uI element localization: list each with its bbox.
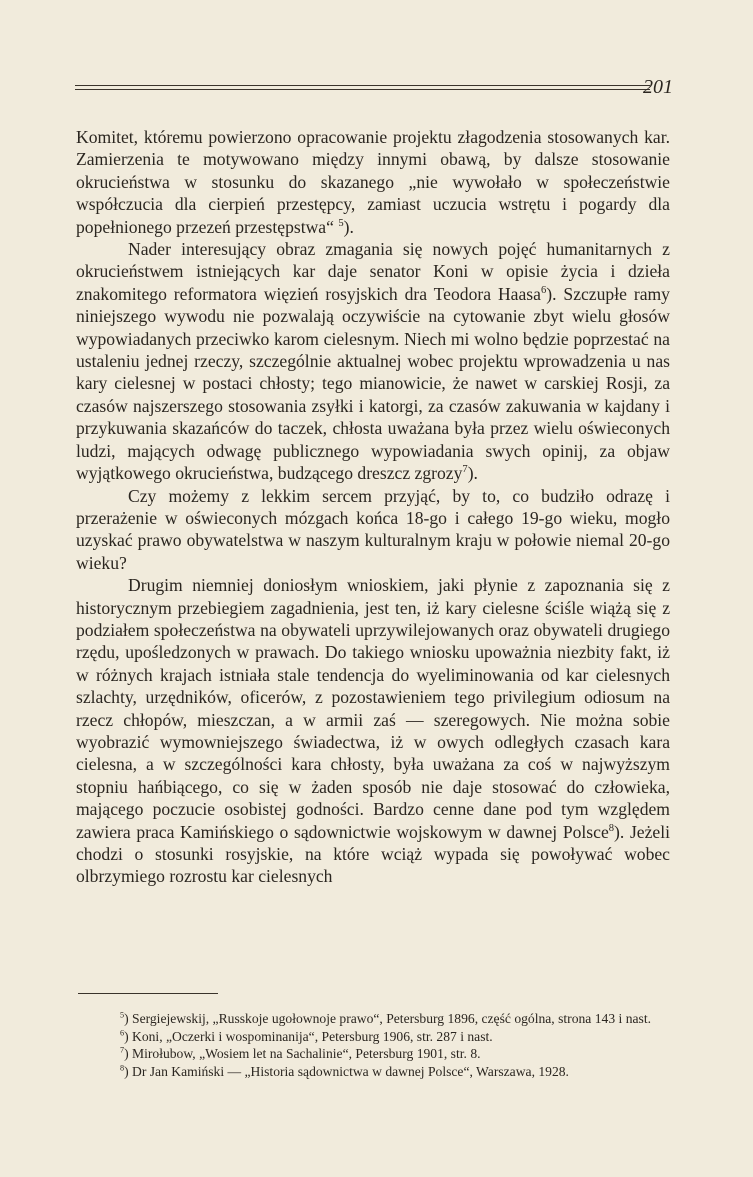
footnote-text: ) Sergiejewskij, „Russkoje ugołownoje prawo“, Petersburg 1896, część ogólna, strona 143 i nast. — [124, 1011, 651, 1026]
paragraph-1 — [76, 126, 670, 238]
footnote-text: ) Mirołubow, „Wosiem let na Sachalinie“, Petersburg 1901, str. 8. — [124, 1046, 481, 1062]
footnote-8 — [76, 1063, 670, 1081]
paragraph-text-tail: ). — [467, 463, 478, 484]
body-text — [76, 126, 670, 888]
header-rule — [75, 85, 650, 90]
footnote-mark: 8 — [120, 1063, 125, 1073]
footnote-rule — [78, 993, 218, 994]
paragraph-text: Drugim niemniej doniosłym wnioskiem, jaki płynie z zapoznania się z historycznym przebiegiem zagadnienia, jest ten, iż kary cielesne ściśle wiążą się z podziałem społeczeństwa na obywateli uprzywilejowanych oraz obywateli drugiego rzędu, upośledzonych w prawach. Do takiego wniosku upoważnia niezbity fakt, iż w różnych krajach istniała stale tendencja do wyeliminowania od kar cielesnych szlachty, urzędników, oficerów, z pozostawieniem tego privilegium odiosum na rzecz chłopów, mieszczan, a w armii zaś — szeregowych. Nie można sobie wyobrazić wymowniejszego świadectwa, iż w owych odległych czasach kara cielesna, a w szczególności kara chłosty, była uważana za coś w najwyższym stopniu hańbiącego, co się w żaden sposób nie daje stosować do człowieka, mającego poczucie osobistej godności. Bardzo cenne dane pod tym względem zawiera praca Kamińskiego o sądownictwie wojskowym w dawnej Polsce — [76, 575, 670, 842]
paragraph-4 — [76, 574, 670, 888]
footnote-mark: 5 — [120, 1010, 125, 1020]
footnote-mark: 7 — [120, 1045, 125, 1055]
footnote-5 — [76, 1010, 670, 1028]
footnote-text: ) Dr Jan Kamiński — „Historia sądownictwa w dawnej Polsce“, Warszawa, 1928. — [124, 1063, 569, 1079]
paragraph-text: Komitet, któremu powierzono opracowanie projektu złagodzenia stosowanych kar. Zamierzenia te motywowano między innymi obawą, by dalsze stosowanie okrucieństwa w stosunku do skazanego „nie wywołało w społeczeństwie współczucia dla cierpień przestępcy, zamiast uczucia wstrętu i pogardy dla popełnionego przezeń przestępstwa“ — [76, 127, 670, 237]
footnote-ref[interactable]: 8 — [608, 822, 615, 834]
footnotes — [76, 1010, 670, 1080]
paragraph-text: Nader interesujący obraz zmagania się nowych pojęć humanitarnych z okrucieństwem istniejących kar daje senator Koni w opisie życia i dzieła znakomitego reformatora więzień rosyjskich dra Teodora Haasa — [76, 239, 670, 304]
paragraph-2 — [76, 238, 670, 484]
paragraph-text-tail: ). — [343, 216, 354, 237]
footnote-mark: 6 — [120, 1028, 125, 1038]
footnote-text: ) Koni, „Oczerki i wospominanija“, Petersburg 1906, str. 287 i nast. — [124, 1028, 493, 1044]
paragraph-text-tail: ). Jeżeli chodzi o stosunki rosyjskie, na które wciąż wypada się powoływać wobec olbrzymiego rozrostu kar cielesnych — [76, 821, 670, 887]
page-number: 201 — [643, 76, 673, 98]
paragraph-text-tail: ). Szczupłe ramy niniejszego wywodu nie pozwalają oczywiście na cytowanie zbyt wielu głosów wypowiadanych przeciwko karom cielesnym. Niech mi wolno będzie poprzestać na ustaleniu jednej rzeczy, szczególnie aktualnej wobec projektu wprowadzenia u nas kary cielesnej w postaci chłosty; tego mianowicie, że nawet w carskiej Rosji, za czasów najszerszego stosowania zsyłki i katorgi, za czasów zakuwania w kajdany i przykuwania skazańców do taczek, chłosta uważana była przez wielu oświeconych ludzi, mających odwagę publicznego wypowiadania swych opinij, za objaw wyjątkowego okrucieństwa, budzącego dreszcz zgrozy — [76, 283, 670, 484]
footnote-ref[interactable]: 5 — [338, 217, 344, 229]
paragraph-3 — [76, 485, 670, 575]
footnote-ref[interactable]: 7 — [462, 464, 468, 476]
footnote-ref[interactable]: 6 — [540, 284, 547, 296]
footnote-7 — [76, 1045, 670, 1063]
footnote-6 — [76, 1028, 670, 1046]
paragraph-text: Czy możemy z lekkim sercem przyjąć, by to, co budziło odrazę i przerażenie w oświeconych mózgach końca 18-go i całego 19-go wieku, mogło uzyskać prawo obywatelstwa w naszym kulturalnym kraju w połowie niemal 20-go wieku? — [76, 485, 670, 573]
